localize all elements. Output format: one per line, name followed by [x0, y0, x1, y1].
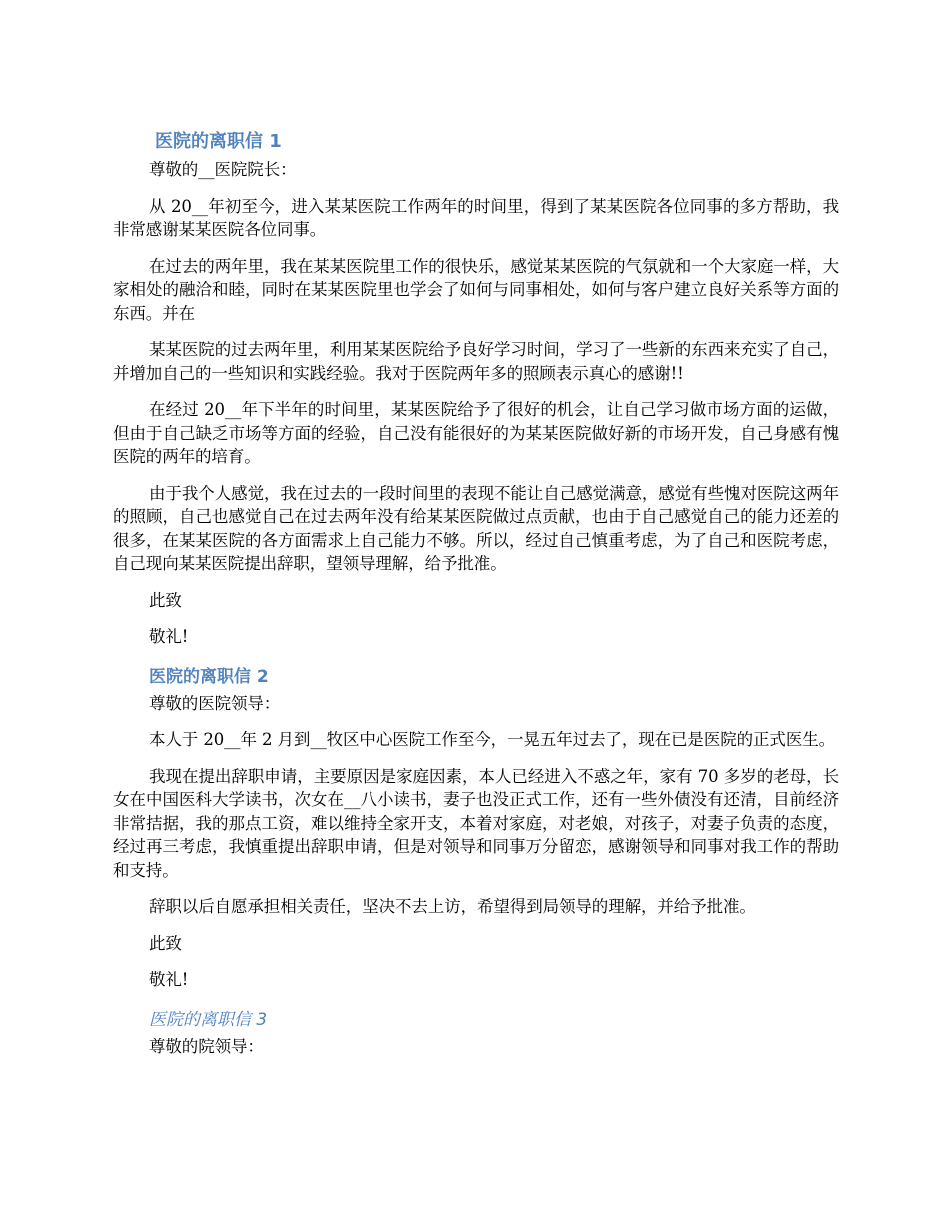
- letter-1-greeting: 尊敬的__医院院长：: [149, 160, 297, 179]
- letter-1-title: 医院的离职信 1: [155, 131, 282, 152]
- letter-1-closing-2: 敬礼!: [149, 627, 189, 646]
- letter-3-greeting: 尊敬的院领导：: [149, 1036, 264, 1056]
- letter-1-paragraph-1: 从 20__年初至今，进入某某医院工作两年的时间里，得到了某某医院各位同事的多方帮助，我非常感谢某某医院各位同事。: [113, 196, 839, 239]
- letter-2-closing-1: 此致: [149, 933, 182, 953]
- letter-2-paragraph-1: 本人于 20__年 2 月到__牧区中心医院工作至今，一晃五年过去了，现在已是医院的正式医生。: [149, 730, 836, 749]
- letter-2-paragraph-3: 辞职以后自愿承担相关责任，坚决不去上访，希望得到局领导的理解，并给予批准。: [149, 897, 756, 916]
- letter-1-paragraph-2: 在过去的两年里，我在某某医院里工作的很快乐，感觉某某医院的气氛就和一个大家庭一样，大家相处的融洽和睦，同时在某某医院里也学会了如何与同事相处，如何与客户建立良好关系等方面的东西。并在: [113, 256, 839, 323]
- letter-1-closing-1: 此致: [149, 590, 182, 610]
- document-body: [113, 126, 839, 1071]
- letter-3-title: 医院的离职信 3: [149, 1009, 268, 1030]
- letter-1-paragraph-3: 某某医院的过去两年里，利用某某医院给予良好学习时间，学习了一些新的东西来充实了自己，并增加自己的一些知识和实践经验。我对于医院两年多的照顾表示真心的感谢!!: [113, 340, 839, 383]
- letter-1-paragraph-5: 由于我个人感觉，我在过去的一段时间里的表现不能让自己感觉满意，感觉有些愧对医院这两年的照顾，自己也感觉自己在过去两年没有给某某医院做过点贡献，也由于自己感觉自己的能力还差的很多，在某某医院的各方面需求上自己能力不够。所以，经过自己慎重考虑，为了自己和医院考虑，自己现向某某医院提出辞职，望领导理解，给予批准。: [113, 483, 839, 573]
- letter-1-paragraph-4: 在经过 20__年下半年的时间里，某某医院给予了很好的机会，让自己学习做市场方面的运做，但由于自己缺乏市场等方面的经验，自己没有能很好的为某某医院做好新的市场开发，自己身感有愧医院的两年的培育。: [113, 400, 839, 466]
- letter-2-title: 医院的离职信 2: [149, 666, 269, 687]
- letter-2-greeting: 尊敬的医院领导：: [149, 693, 281, 713]
- letter-2-paragraph-2: 我现在提出辞职申请，主要原因是家庭因素，本人已经进入不惑之年，家有 70 多岁的老母，长女在中国医科大学读书，次女在__八小读书，妻子也没正式工作，还有一些外债没有还清，目前经济非常拮据，我的那点工资，难以维持全家开支，本着对家庭，对老娘，对孩子，对妻子负责的态度，经过再三考虑，我慎重提出辞职申请，但是对领导和同事万分留恋，感谢领导和同事对我工作的帮助和支持。: [113, 766, 839, 880]
- letter-2-closing-2: 敬礼!: [149, 970, 189, 989]
